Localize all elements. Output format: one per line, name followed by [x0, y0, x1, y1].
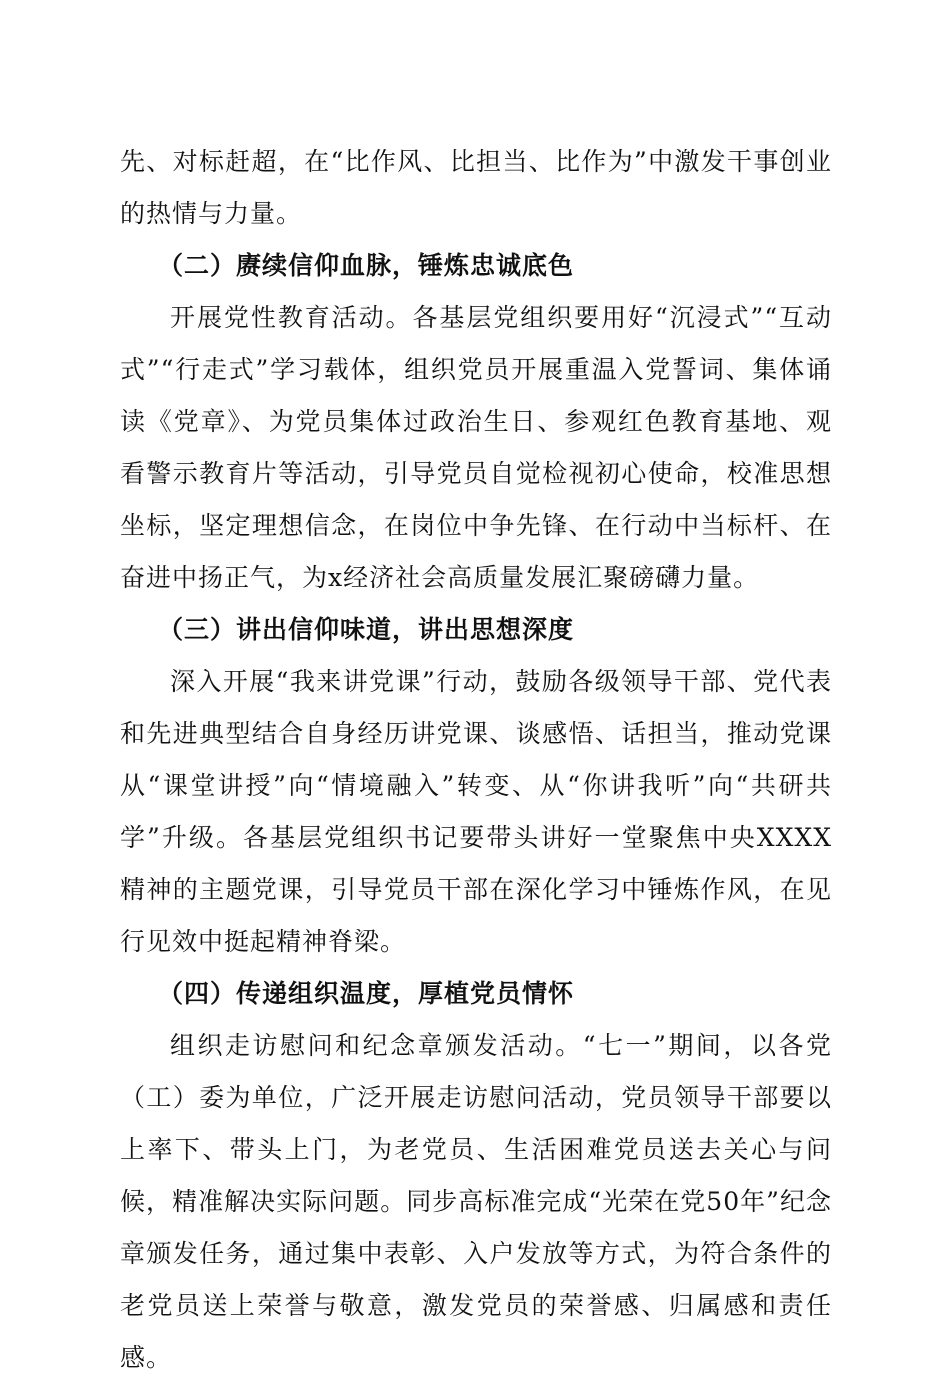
paragraph-party-lecture: 深入开展“我来讲党课”行动，鼓励各级领导干部、党代表和先进典型结合自身经历讲党课、谈感悟、话担当，推动党课从“课堂讲授”向“情境融入”转变、从“你讲我听”向“共研共学”升级。各基层党组织书记要带头讲好一堂聚焦中央XXXX精神的主题党课，引导党员干部在深化学习中锤炼作风，在见行见效中挺起精神脊梁。	[120, 667, 832, 956]
paragraph-party-education: 开展党性教育活动。各基层党组织要用好“沉浸式”“互动式”“行走式”学习载体，组织党员开展重温入党誓词、集体诵读《党章》、为党员集体过政治生日、参观红色教育基地、观看警示教育片等活动，引导党员自觉检视初心使命，校准思想坐标，坚定理想信念，在岗位中争先锋、在行动中当标杆、在奋进中扬正气，为x经济社会高质量发展汇聚磅礴力量。	[120, 303, 832, 592]
section-heading-3: （三）讲出信仰味道，讲出思想深度	[158, 615, 575, 644]
continued-paragraph: 先、对标赶超，在“比作风、比担当、比作为”中激发干事创业的热情与力量。	[120, 147, 832, 228]
document-body	[120, 136, 832, 1384]
section-heading-4: （四）传递组织温度，厚植党员情怀	[158, 979, 575, 1008]
section-heading-2: （二）赓续信仰血脉，锤炼忠诚底色	[158, 251, 575, 280]
paragraph-visit-medal: 组织走访慰问和纪念章颁发活动。“七一”期间，以各党（工）委为单位，广泛开展走访慰问活动，党员领导干部要以上率下、带头上门，为老党员、生活困难党员送去关心与问候，精准解决实际问题。同步高标准完成“光荣在党50年”纪念章颁发任务，通过集中表彰、入户发放等方式，为符合条件的老党员送上荣誉与敬意，激发党员的荣誉感、归属感和责任感。	[120, 1031, 832, 1372]
